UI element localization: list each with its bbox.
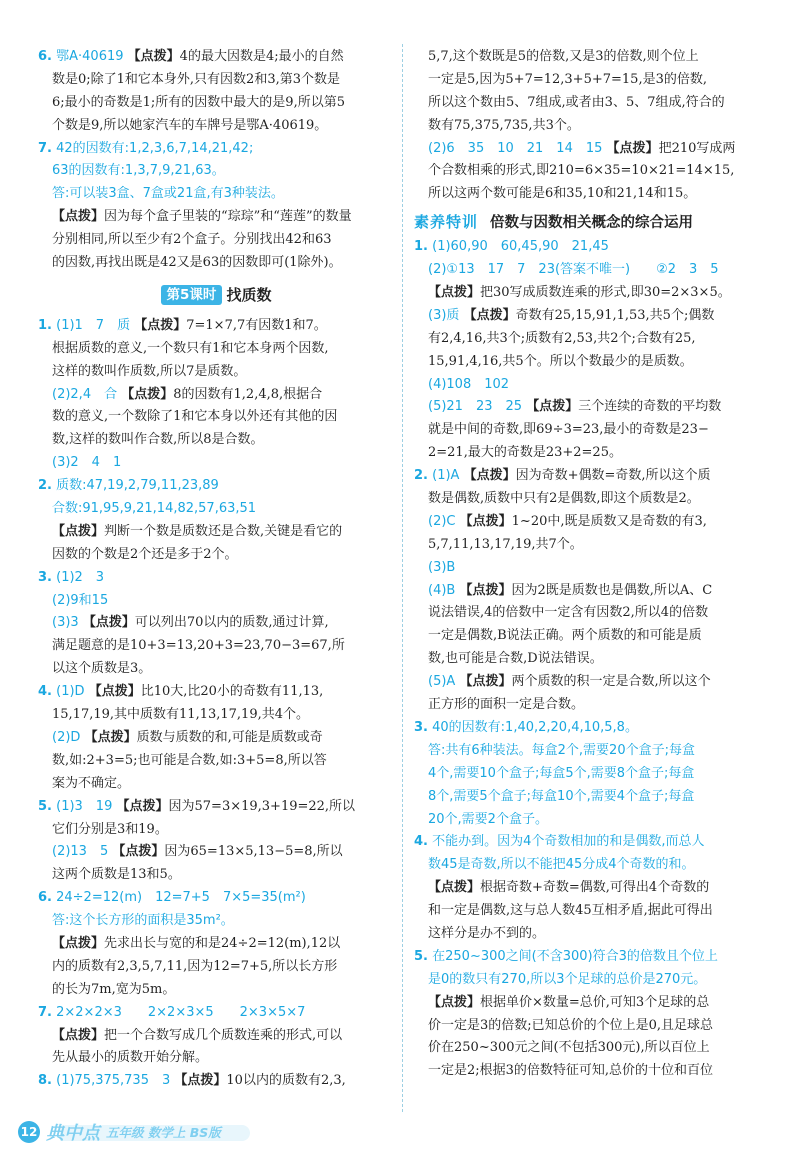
explanation-text: 根据单价×数量=总价,可知3个足球的总 <box>480 994 710 1010</box>
text-line <box>414 442 766 465</box>
item-number: 2. <box>414 468 428 484</box>
text-line <box>414 923 766 946</box>
text-line <box>38 69 394 92</box>
item-number: 4. <box>414 834 428 850</box>
explanation-text: 三个连续的奇数的平均数 <box>578 399 722 415</box>
answer-text: 20个,需要2个盒子。 <box>428 811 548 827</box>
text-line <box>38 1047 394 1070</box>
text-line <box>414 671 766 694</box>
explanation-text: 5,7,11,13,17,19,共7个。 <box>428 536 583 552</box>
text-line <box>414 1037 766 1060</box>
explanation-text: 说法错误,4的倍数中一定含有因数2,所以4的倍数 <box>428 605 709 621</box>
text-line <box>414 786 766 809</box>
explanation-text: 满足题意的是10+3=13,20+3=23,70−3=67,所 <box>52 638 345 654</box>
answer-text: (2)C <box>428 513 456 529</box>
item-number: 4. <box>38 684 52 700</box>
explanation-text: 数有75,375,735,共3个。 <box>428 117 580 133</box>
item-number: 7. <box>38 1004 52 1020</box>
text-line <box>38 429 394 452</box>
answer-text: (1)75,375,735 3 <box>56 1073 171 1089</box>
text-line <box>38 567 394 590</box>
explanation-text: 先从最小的质数开始分解。 <box>52 1050 209 1066</box>
text-line <box>414 534 766 557</box>
text-line <box>38 864 394 887</box>
text-line <box>414 282 766 305</box>
answer-text: 4个,需要10个盒子;每盒5个,需要8个盒子;每盒 <box>428 765 695 781</box>
explanation-text: 数是0;除了1和它本身外,只有因数2和3,第3个数是 <box>52 71 340 87</box>
text-line <box>38 206 394 229</box>
answer-text: 答:这个长方形的面积是35m²。 <box>52 913 234 929</box>
hint-tag: 【点拨】 <box>459 513 512 529</box>
answer-text: (4)108 102 <box>428 376 510 392</box>
lesson-title: 找质数 <box>226 286 272 305</box>
answer-text: (1)3 19 <box>56 798 113 814</box>
hint-tag: 【点拨】 <box>428 880 481 896</box>
text-line <box>414 328 766 351</box>
text-line <box>414 992 766 1015</box>
explanation-text: 这样的数叫作质数,所以7是质数。 <box>52 363 247 379</box>
text-line <box>414 763 766 786</box>
text-line <box>38 841 394 864</box>
item-number: 6. <box>38 49 52 64</box>
answer-text: 答:可以装3盒、7盒或21盒,有3种装法。 <box>52 186 284 202</box>
item-number: 1. <box>414 239 428 255</box>
explanation-text: 因为每个盒子里装的“琮琮”和“莲莲”的数量 <box>104 209 352 225</box>
answer-text: 不能办到。因为4个奇数相加的和是偶数,而总人 <box>432 834 705 850</box>
hint-tag: 【点拨】 <box>84 729 137 745</box>
answer-text: (2)9和15 <box>52 592 109 608</box>
text-line <box>38 933 394 956</box>
hint-tag: 【点拨】 <box>127 49 180 64</box>
explanation-text: 7=1×7,7有因数1和7。 <box>186 317 327 333</box>
explanation-text: 价在250~300元之间(不包括300元),所以百位上 <box>428 1040 710 1056</box>
hint-tag: 【点拨】 <box>174 1073 227 1089</box>
text-line <box>414 809 766 832</box>
explanation-text: 有2,4,16,共3个;质数有2,53,共2个;合数有25, <box>428 330 696 346</box>
explanation-text: 一定是2;根据3的倍数特征可知,总价的十位和百位 <box>428 1063 714 1079</box>
hint-tag: 【点拨】 <box>82 615 135 631</box>
text-line <box>38 452 394 475</box>
hint-tag: 【点拨】 <box>116 798 169 814</box>
text-line <box>38 315 394 338</box>
explanation-text: 6;最小的奇数是1;所有的因数中最大的是9,所以第5 <box>52 94 345 110</box>
text-line <box>38 979 394 1002</box>
explanation-text: 因为奇数+偶数=奇数,所以这个质 <box>515 468 711 484</box>
explanation-text: 价一定是3的倍数;已知总价的个位上是0,且足球总 <box>428 1017 714 1033</box>
explanation-text: 因为65=13×5,13−5=8,所以 <box>164 844 343 860</box>
item-number: 8. <box>38 1073 52 1089</box>
explanation-text: 就是中间的奇数,即69÷3=23,最小的奇数是23− <box>428 422 709 438</box>
explanation-text: 分别相同,所以至少有2个盒子。分别找出42和63 <box>52 232 332 248</box>
text-line <box>414 183 766 206</box>
answer-text: (1)60,90 60,45,90 21,45 <box>432 239 609 255</box>
answer-text: (2)2,4 合 <box>52 386 118 402</box>
explanation-text: 数,也可能是合数,D说法错误。 <box>428 651 603 667</box>
answer-text: (5)A <box>428 674 456 690</box>
text-line <box>414 648 766 671</box>
explanation-text: 8的因数有1,2,4,8,根据合 <box>173 386 323 402</box>
explanation-text: 判断一个数是质数还是合数,关键是看它的 <box>104 523 343 539</box>
text-line <box>414 160 766 183</box>
text-line <box>414 1060 766 1083</box>
answer-text: 24÷2=12(m) 12=7+5 7×5=35(m²) <box>56 890 306 906</box>
answer-text: 在250~300之间(不含300)符合3的倍数且个位上 <box>432 948 718 964</box>
explanation-text: 两个质数的积一定是合数,所以这个 <box>511 674 711 690</box>
answer-text: 40的因数有:1,40,2,20,4,10,5,8。 <box>432 719 638 735</box>
answer-text: (2)D <box>52 729 81 745</box>
text-line <box>38 681 394 704</box>
hint-tag: 【点拨】 <box>463 468 516 484</box>
text-line <box>414 602 766 625</box>
explanation-text: 因为2既是质数也是偶数,所以A、C <box>511 582 713 598</box>
text-line <box>38 612 394 635</box>
text-line <box>414 465 766 488</box>
answer-text: (2)6 35 10 21 14 15 <box>428 140 603 156</box>
text-line <box>38 590 394 613</box>
hint-tag: 【点拨】 <box>134 317 187 333</box>
text-line <box>414 694 766 717</box>
text-line <box>414 115 766 138</box>
left-column <box>38 46 394 1093</box>
section-title: 倍数与因数相关概念的综合运用 <box>490 214 694 231</box>
answer-text: 63的因数有:1,3,7,9,21,63。 <box>52 163 225 179</box>
text-line <box>414 138 766 161</box>
answer-text: (1)2 3 <box>56 569 105 585</box>
item-number: 7. <box>38 140 52 156</box>
explanation-text: 这样分是办不到的。 <box>428 925 546 941</box>
answer-text: (3)2 4 1 <box>52 455 122 471</box>
text-line <box>38 361 394 384</box>
explanation-text: 数,这样的数叫作合数,所以8是合数。 <box>52 432 264 448</box>
text-line <box>414 419 766 442</box>
explanation-text: 所以这两个数可能是6和35,10和21,14和15。 <box>428 186 697 202</box>
text-line <box>414 236 766 259</box>
explanation-text: 2=21,最大的奇数是23+2=25。 <box>428 445 622 461</box>
answer-text: 42的因数有:1,2,3,6,7,14,21,42; <box>56 140 254 156</box>
item-number: 1. <box>38 317 52 333</box>
explanation-text: 数的意义,一个数除了1和它本身以外还有其他的因 <box>52 409 338 425</box>
answer-text: (1)A <box>432 468 460 484</box>
text-line <box>414 625 766 648</box>
explanation-text: 以这个质数是3。 <box>52 661 152 677</box>
text-line <box>38 544 394 567</box>
hint-tag: 【点拨】 <box>112 844 165 860</box>
answer-text: 2×2×2×3 2×2×3×5 2×3×5×7 <box>56 1004 306 1020</box>
text-line <box>414 488 766 511</box>
item-number: 3. <box>38 569 52 585</box>
text-line <box>414 1015 766 1038</box>
text-line <box>414 854 766 877</box>
text-line <box>38 727 394 750</box>
text-line <box>38 796 394 819</box>
hint-tag: 【点拨】 <box>463 307 516 323</box>
hint-tag: 【点拨】 <box>52 935 105 951</box>
explanation-text: 把30写成质数连乘的形式,即30=2×3×5。 <box>480 285 731 301</box>
answer-text: (3)3 <box>52 615 79 631</box>
text-line <box>38 750 394 773</box>
text-line <box>38 92 394 115</box>
hint-tag: 【点拨】 <box>606 140 659 156</box>
text-line <box>414 900 766 923</box>
text-line <box>38 521 394 544</box>
text-line <box>38 498 394 521</box>
text-line <box>414 740 766 763</box>
text-line <box>38 229 394 252</box>
text-line <box>38 338 394 361</box>
explanation-text: 案为不确定。 <box>52 775 131 791</box>
hint-tag: 【点拨】 <box>459 674 512 690</box>
text-line <box>38 819 394 842</box>
text-line <box>414 259 766 282</box>
text-line <box>38 115 394 138</box>
explanation-text: 先求出长与宽的和是24÷2=12(m),12以 <box>104 935 341 951</box>
hint-tag: 【点拨】 <box>121 386 174 402</box>
answer-text: 是0的数只有270,所以3个足球的总价是270元。 <box>428 971 707 987</box>
explanation-text: 个数是9,所以她家汽车的车牌号是鄂A·40619。 <box>52 117 328 133</box>
item-number: 5. <box>38 798 52 814</box>
explanation-text: 一定是5,因为5+7=12,3+5+7=15,是3的倍数, <box>428 71 707 87</box>
lesson-badge: 第5课时 <box>161 285 223 305</box>
text-line <box>414 946 766 969</box>
text-line <box>414 69 766 92</box>
text-line <box>38 704 394 727</box>
page-footer <box>18 1118 221 1146</box>
text-line <box>414 717 766 740</box>
text-line <box>38 160 394 183</box>
explanation-text: 因为57=3×19,3+19=22,所以 <box>168 798 356 814</box>
text-line <box>38 183 394 206</box>
text-line <box>414 831 766 854</box>
text-line <box>38 887 394 910</box>
explanation-text: 10以内的质数有2,3, <box>226 1073 346 1089</box>
text-line <box>414 396 766 419</box>
answer-text: (4)B <box>428 582 456 598</box>
explanation-text: 5,7,这个数既是5的倍数,又是3的倍数,则个位上 <box>428 49 699 64</box>
text-line <box>38 46 394 69</box>
explanation-text: 15,91,4,16,共5个。所以个数最少的是质数。 <box>428 353 693 369</box>
text-line <box>38 635 394 658</box>
explanation-text: 正方形的面积一定是合数。 <box>428 697 585 713</box>
explanation-text: 数是偶数,质数中只有2是偶数,即这个质数是2。 <box>428 491 700 507</box>
grade-label: 五年级 数学上 BS版 <box>106 1125 221 1140</box>
hint-tag: 【点拨】 <box>52 523 105 539</box>
answer-text: (3)B <box>428 559 456 575</box>
answer-text: 合数:91,95,9,21,14,82,57,63,51 <box>52 501 257 517</box>
explanation-text: 因数的个数是2个还是多于2个。 <box>52 546 238 562</box>
answer-text: (3)质 <box>428 307 460 323</box>
explanation-text: 1~20中,既是质数又是奇数的有3, <box>511 513 707 529</box>
hint-tag: 【点拨】 <box>52 1027 105 1043</box>
explanation-text: 质数与质数的和,可能是质数或奇 <box>136 729 323 745</box>
answer-text: 答:共有6种装法。每盒2个,需要20个盒子;每盒 <box>428 742 695 758</box>
text-line <box>38 910 394 933</box>
section-badge: 素养特训 <box>414 212 479 231</box>
explanation-text: 把210写成两 <box>658 140 736 156</box>
explanation-text: 数,如:2+3=5;也可能是合数,如:3+5=8,所以答 <box>52 752 327 768</box>
hint-tag: 【点拨】 <box>88 684 141 700</box>
lesson-heading <box>38 275 394 315</box>
text-line <box>38 252 394 275</box>
explanation-text: 一定是偶数,B说法正确。两个质数的和可能是质 <box>428 628 702 644</box>
text-line <box>414 511 766 534</box>
explanation-text: 的长为7m,宽为5m。 <box>52 981 176 997</box>
text-line <box>414 877 766 900</box>
text-line <box>38 1002 394 1025</box>
explanation-text: 15,17,19,其中质数有11,13,17,19,共4个。 <box>52 707 309 723</box>
answer-text: 8个,需要5个盒子;每盒10个,需要4个盒子;每盒 <box>428 788 695 804</box>
text-line <box>38 658 394 681</box>
column-divider <box>402 44 403 1112</box>
answer-text: (5)21 23 25 <box>428 399 523 415</box>
explanation-text: 个合数相乘的形式,即210=6×35=10×21=14×15, <box>428 163 735 179</box>
explanation-text: 4的最大因数是4;最小的自然 <box>179 49 344 64</box>
brand-logo: 典中点 <box>46 1123 100 1144</box>
page-number: 12 <box>18 1121 40 1143</box>
right-column <box>414 46 766 1083</box>
explanation-text: 可以列出70以内的质数,通过计算, <box>134 615 329 631</box>
text-line <box>38 773 394 796</box>
item-number: 5. <box>414 948 428 964</box>
text-line <box>38 406 394 429</box>
hint-tag: 【点拨】 <box>459 582 512 598</box>
text-line <box>414 46 766 69</box>
explanation-text: 这两个质数是13和5。 <box>52 867 181 883</box>
text-line <box>414 374 766 397</box>
answer-text: (2)①13 17 7 23(答案不唯一) ②2 3 5 <box>428 262 719 278</box>
explanation-text: 的因数,再找出既是42又是63的因数即可(1除外)。 <box>52 255 342 271</box>
item-number: 6. <box>38 890 52 906</box>
answer-text: (1)D <box>56 684 85 700</box>
explanation-text: 所以这个数由5、7组成,或者由3、5、7组成,符合的 <box>428 94 725 110</box>
text-line <box>414 969 766 992</box>
text-line <box>414 351 766 374</box>
text-line <box>414 580 766 603</box>
explanation-text: 和一定是偶数,这与总人数45互相矛盾,据此可得出 <box>428 903 713 919</box>
explanation-text: 内的质数有2,3,5,7,11,因为12=7+5,所以长方形 <box>52 958 338 974</box>
text-line <box>38 138 394 161</box>
hint-tag: 【点拨】 <box>428 994 481 1010</box>
hint-tag: 【点拨】 <box>428 285 481 301</box>
answer-text: (1)1 7 质 <box>56 317 131 333</box>
explanation-text: 奇数有25,15,91,1,53,共5个;偶数 <box>515 307 715 323</box>
item-number: 3. <box>414 719 428 735</box>
explanation-text: 它们分别是3和19。 <box>52 821 168 837</box>
hint-tag: 【点拨】 <box>526 399 579 415</box>
text-line <box>38 475 394 498</box>
answer-text: 鄂A·40619 <box>56 49 124 64</box>
explanation-text: 把一个合数写成几个质数连乘的形式,可以 <box>104 1027 343 1043</box>
answer-text: 数45是奇数,所以不能把45分成4个奇数的和。 <box>428 857 695 873</box>
text-line <box>38 1025 394 1048</box>
text-line <box>38 384 394 407</box>
hint-tag: 【点拨】 <box>52 209 105 225</box>
answer-text: 质数:47,19,2,79,11,23,89 <box>56 478 219 494</box>
answer-text: (2)13 5 <box>52 844 109 860</box>
explanation-text: 根据质数的意义,一个数只有1和它本身两个因数, <box>52 340 329 356</box>
text-line <box>414 92 766 115</box>
text-line <box>38 956 394 979</box>
item-number: 2. <box>38 478 52 494</box>
text-line <box>414 305 766 328</box>
text-line <box>38 1070 394 1093</box>
explanation-text: 比10大,比20小的奇数有11,13, <box>140 684 324 700</box>
text-line <box>414 557 766 580</box>
section-heading <box>414 206 766 236</box>
explanation-text: 根据奇数+奇数=偶数,可得出4个奇数的 <box>480 880 710 896</box>
